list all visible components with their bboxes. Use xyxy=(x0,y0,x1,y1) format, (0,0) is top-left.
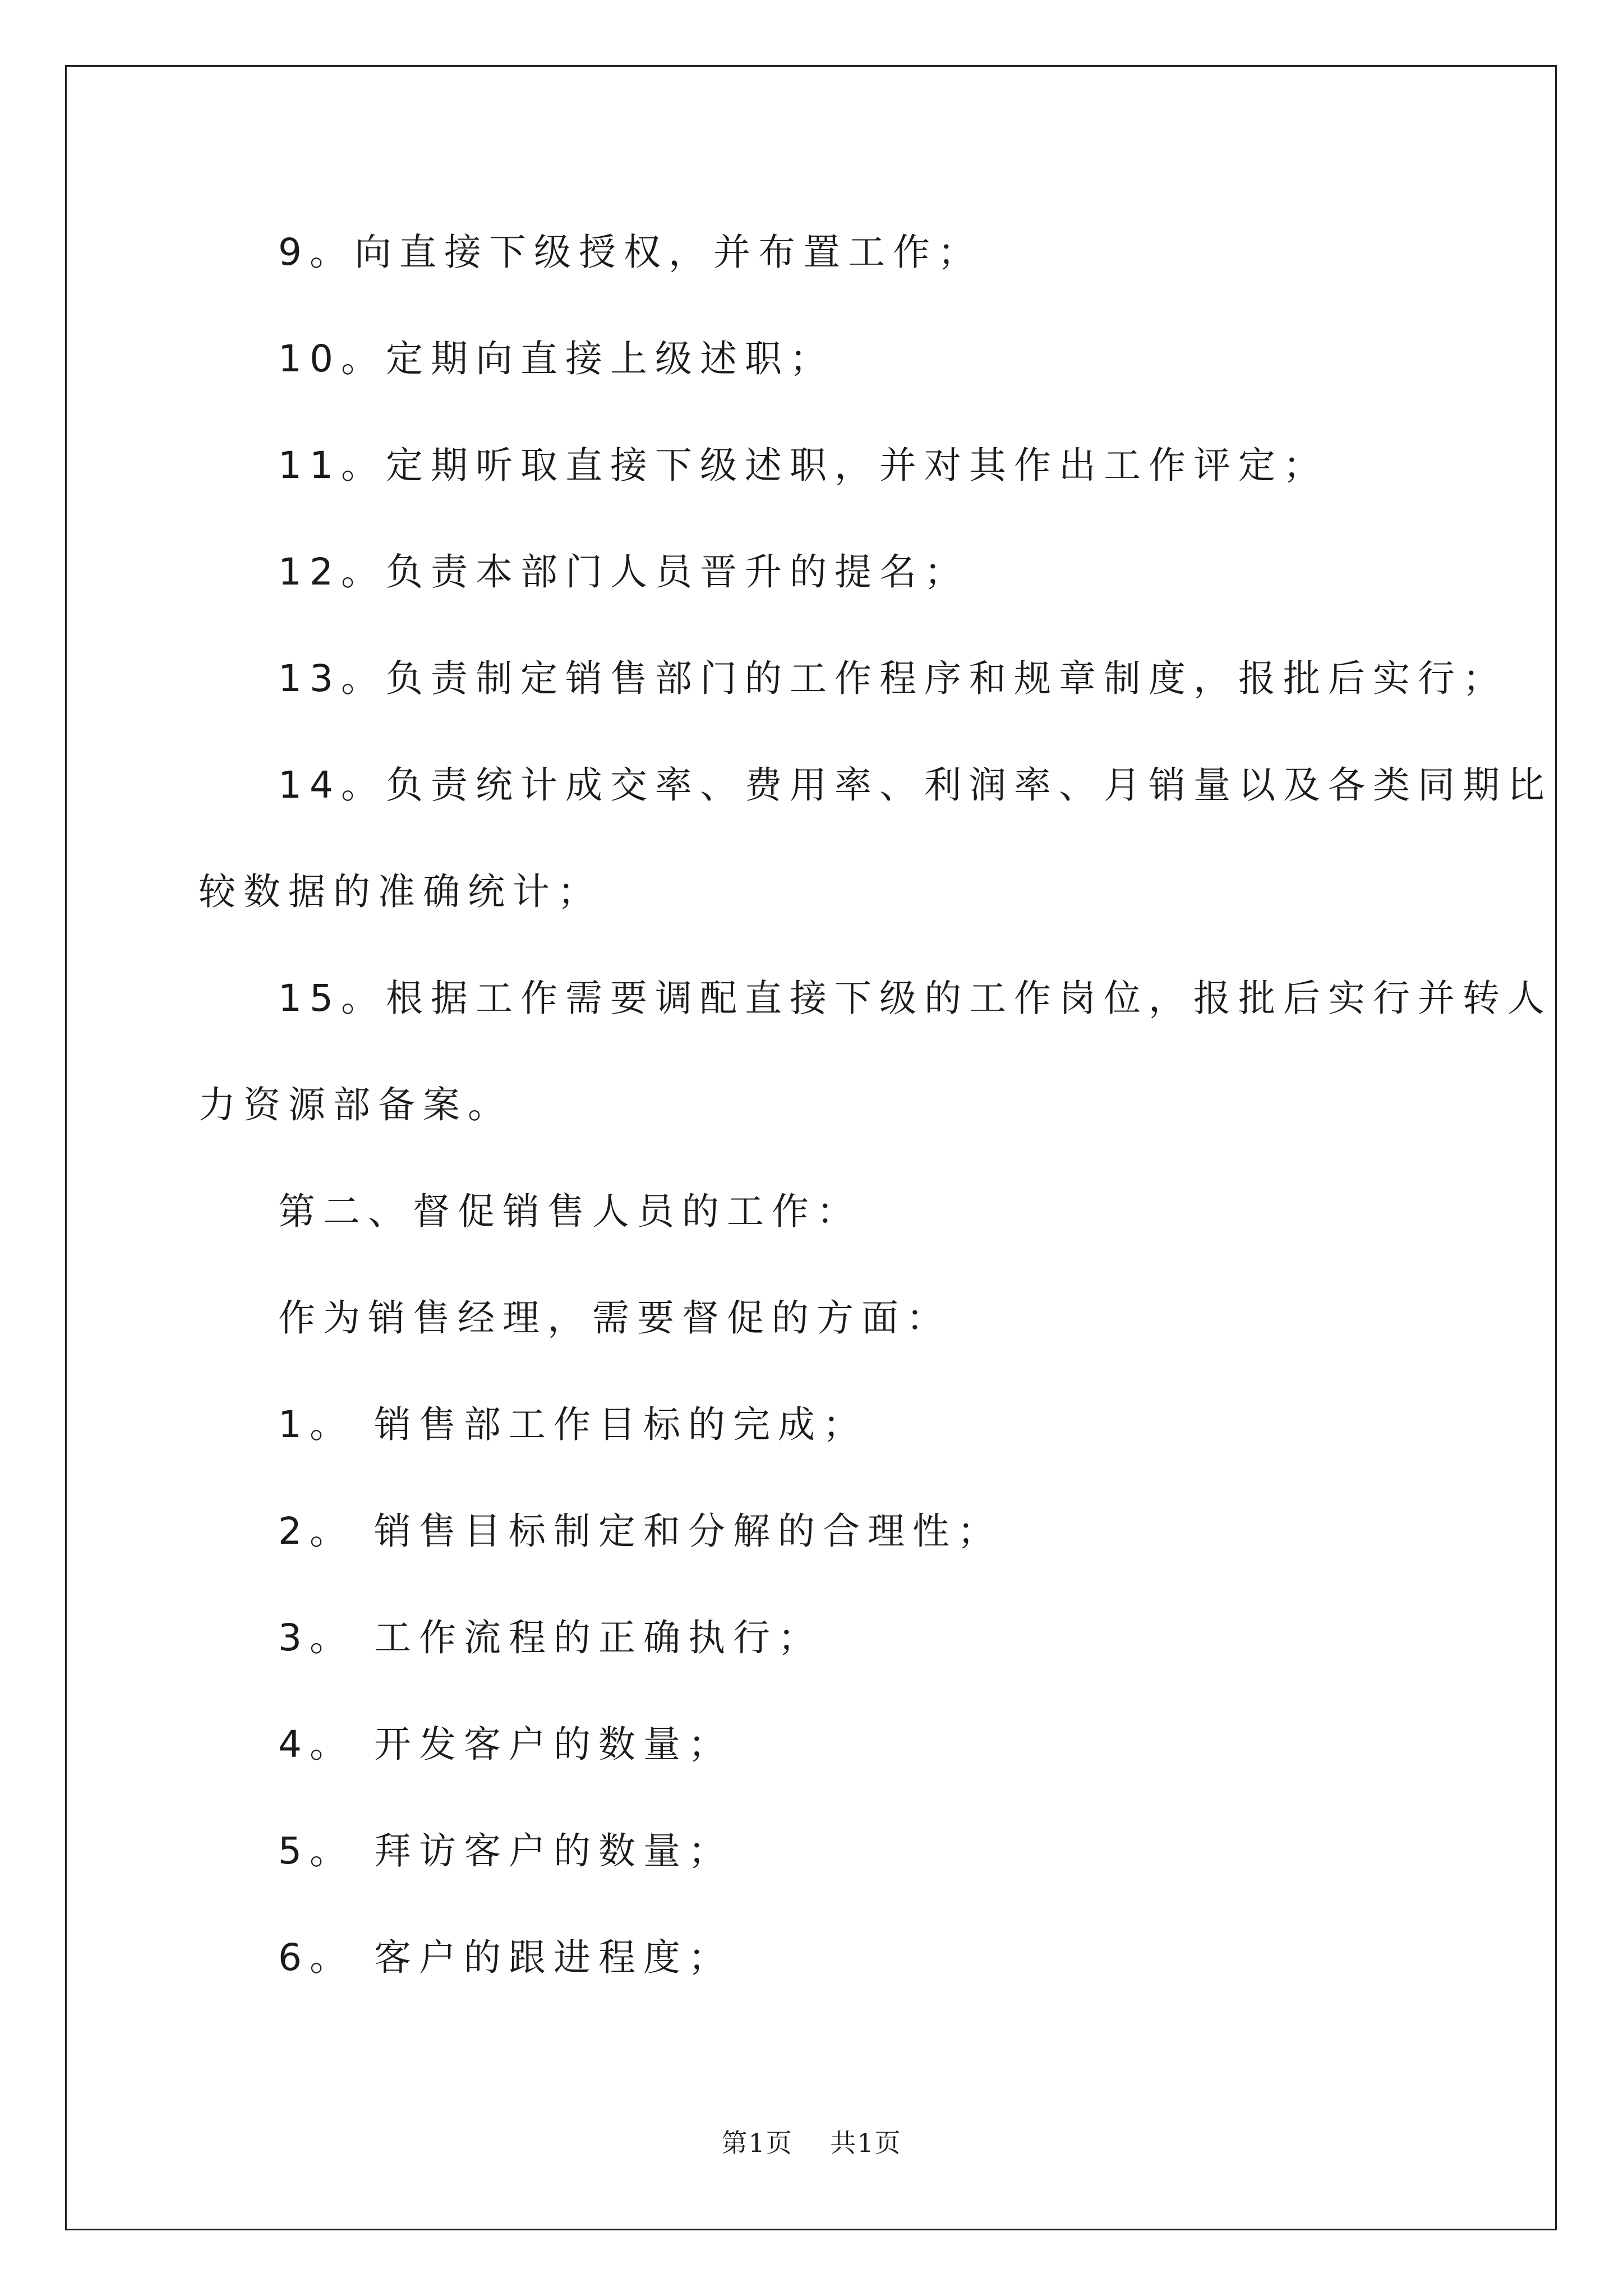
list-item-2: 2。 销售目标制定和分解的合理性； xyxy=(278,1510,1002,1553)
paragraph-item-13: 13。负责制定销售部门的工作程序和规章制度，报批后实行； xyxy=(278,657,1507,700)
paragraph-item-15-continued: 力资源部备案。 xyxy=(199,1083,513,1126)
list-item-5: 5。 拜访客户的数量； xyxy=(278,1829,733,1872)
section-heading: 第二、督促销售人员的工作： xyxy=(278,1190,861,1233)
paragraph-item-11: 11。定期听取直接下级述职，并对其作出工作评定； xyxy=(278,444,1328,487)
paragraph-item-12: 12。负责本部门人员晋升的提名； xyxy=(278,550,969,593)
page-total: 共1页 xyxy=(830,2128,902,2158)
paragraph-item-9: 9。向直接下级授权，并布置工作； xyxy=(278,231,983,274)
list-item-3: 3。 工作流程的正确执行； xyxy=(278,1616,823,1659)
page-footer xyxy=(0,2126,1623,2160)
page-number: 第1页 xyxy=(721,2128,793,2158)
list-item-1: 1。 销售部工作目标的完成； xyxy=(278,1403,868,1446)
section-intro: 作为销售经理，需要督促的方面： xyxy=(278,1296,951,1340)
list-item-4: 4。 开发客户的数量； xyxy=(278,1723,733,1766)
paragraph-item-10: 10。定期向直接上级述职； xyxy=(278,337,834,380)
paragraph-item-14-continued: 较数据的准确统计； xyxy=(199,870,602,913)
list-item-6: 6。 客户的跟进程度； xyxy=(278,1936,733,1979)
paragraph-item-15: 15。根据工作需要调配直接下级的工作岗位，报批后实行并转人 xyxy=(278,977,1552,1020)
paragraph-item-14: 14。负责统计成交率、费用率、利润率、月销量以及各类同期比 xyxy=(278,763,1552,807)
